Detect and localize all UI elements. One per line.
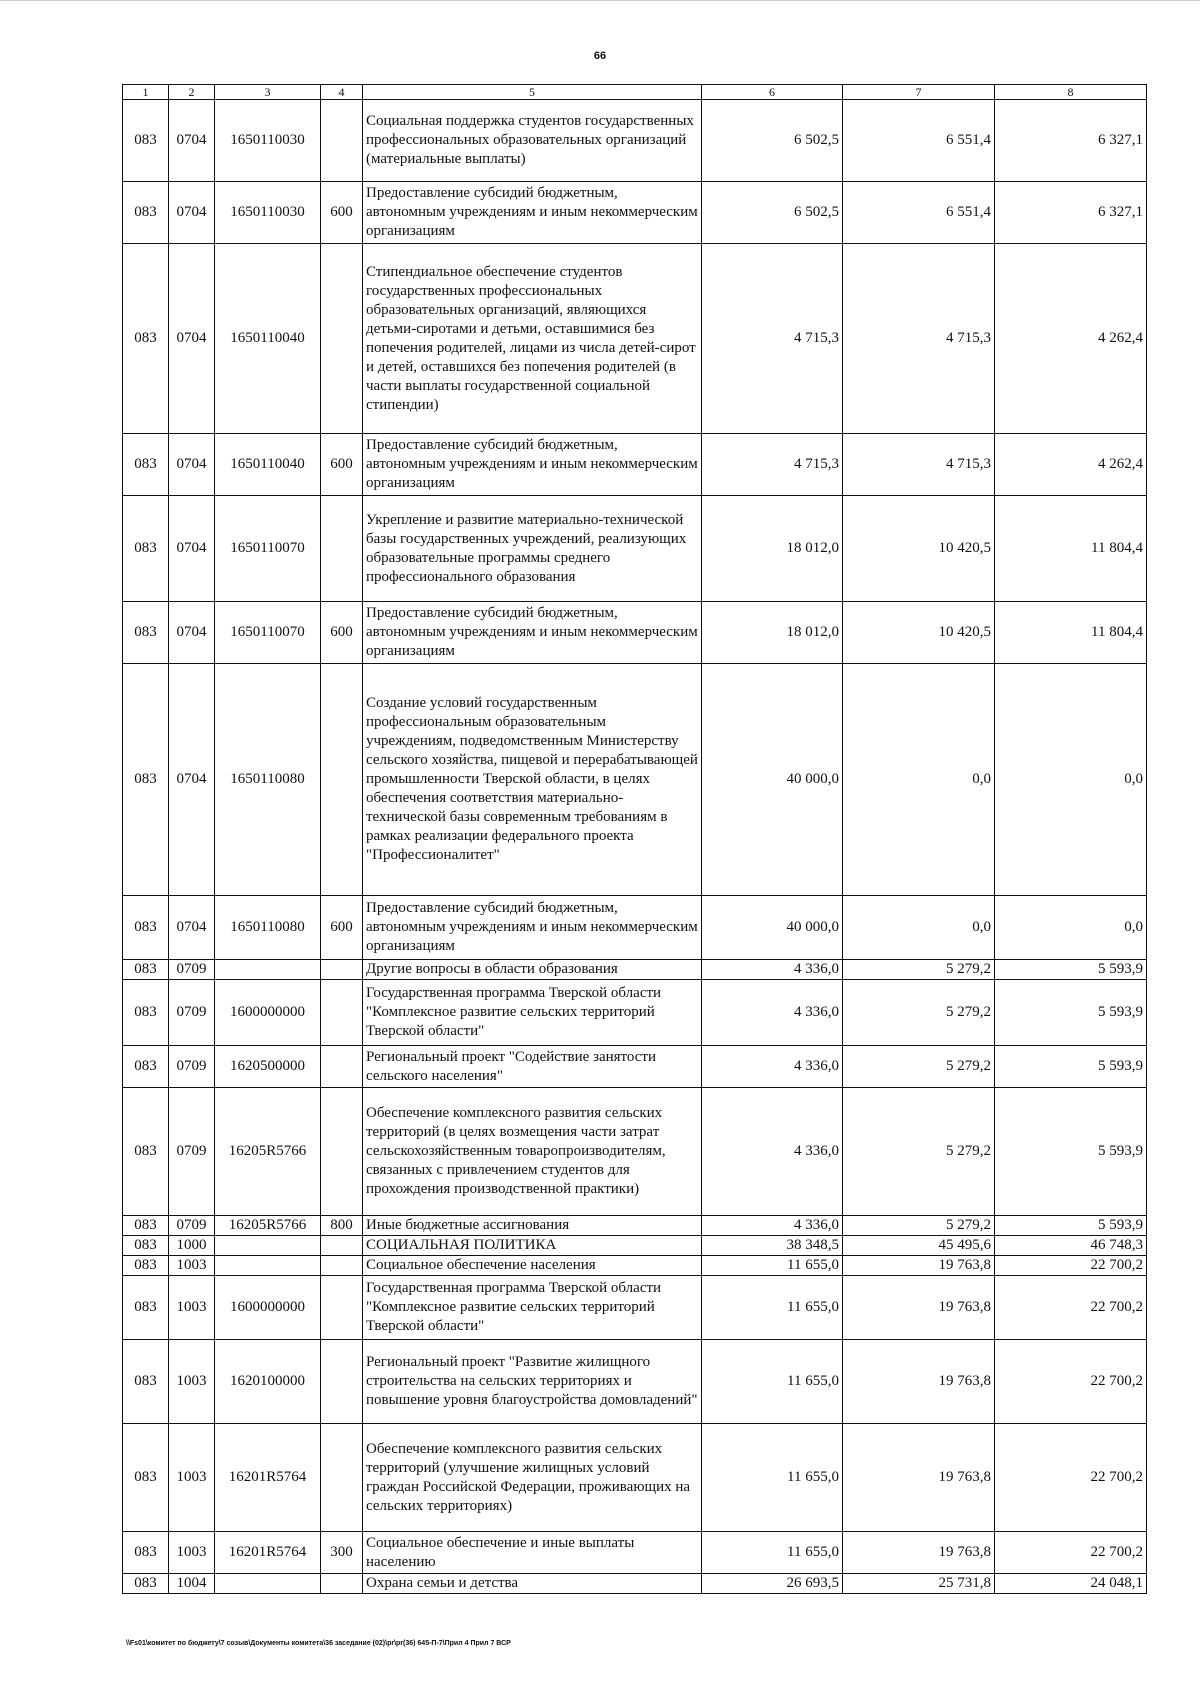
cell-amount-year2: 5 279,2: [843, 1046, 995, 1088]
table-row: [123, 1276, 1147, 1340]
table-row: [123, 1046, 1147, 1088]
column-header: 6: [702, 85, 843, 100]
table-row: [123, 1216, 1147, 1236]
cell-target-article: 1650110040: [215, 244, 321, 434]
cell-amount-year1: 26 693,5: [702, 1574, 843, 1594]
cell-section-code: 0704: [169, 100, 215, 182]
cell-amount-year2: 5 279,2: [843, 1088, 995, 1216]
budget-table-body: [123, 85, 1147, 1594]
cell-section-code: 0704: [169, 182, 215, 244]
cell-amount-year3: 5 593,9: [995, 980, 1147, 1046]
table-row: [123, 896, 1147, 960]
cell-amount-year2: 4 715,3: [843, 244, 995, 434]
column-header: 3: [215, 85, 321, 100]
cell-expense-type: [321, 1424, 363, 1532]
cell-target-article: 16201R5764: [215, 1424, 321, 1532]
table-row: [123, 1340, 1147, 1424]
cell-target-article: [215, 960, 321, 980]
table-row: [123, 182, 1147, 244]
cell-expense-type: [321, 496, 363, 602]
cell-amount-year3: 24 048,1: [995, 1574, 1147, 1594]
cell-ministry-code: 083: [123, 1216, 169, 1236]
table-row: [123, 664, 1147, 896]
cell-amount-year1: 6 502,5: [702, 182, 843, 244]
cell-ministry-code: 083: [123, 980, 169, 1046]
cell-description: Иные бюджетные ассигнования: [363, 1216, 702, 1236]
cell-expense-type: [321, 1340, 363, 1424]
table-row: [123, 1256, 1147, 1276]
cell-expense-type: [321, 1574, 363, 1594]
table-row: [123, 602, 1147, 664]
column-header: 8: [995, 85, 1147, 100]
cell-amount-year3: 22 700,2: [995, 1424, 1147, 1532]
cell-description: Укрепление и развитие материально-технической базы государственных учреждений, реализующих образовательные программы среднего профессионального образования: [363, 496, 702, 602]
cell-amount-year1: 4 336,0: [702, 960, 843, 980]
cell-ministry-code: 083: [123, 1574, 169, 1594]
column-header: 1: [123, 85, 169, 100]
cell-amount-year3: 4 262,4: [995, 434, 1147, 496]
table-row: [123, 960, 1147, 980]
cell-amount-year1: 4 336,0: [702, 1046, 843, 1088]
cell-amount-year1: 4 715,3: [702, 244, 843, 434]
cell-amount-year3: 5 593,9: [995, 1216, 1147, 1236]
cell-ministry-code: 083: [123, 1046, 169, 1088]
cell-description: Социальная поддержка студентов государственных профессиональных образовательных организаций (материальные выплаты): [363, 100, 702, 182]
cell-expense-type: 600: [321, 896, 363, 960]
column-number-row: [123, 85, 1147, 100]
cell-description: Социальное обеспечение и иные выплаты населению: [363, 1532, 702, 1574]
cell-ministry-code: 083: [123, 100, 169, 182]
cell-amount-year2: 0,0: [843, 896, 995, 960]
table-row: [123, 1236, 1147, 1256]
cell-amount-year1: 4 336,0: [702, 1088, 843, 1216]
cell-expense-type: [321, 980, 363, 1046]
cell-description: Предоставление субсидий бюджетным, автономным учреждениям и иным некоммерческим организациям: [363, 434, 702, 496]
cell-target-article: [215, 1574, 321, 1594]
cell-ministry-code: 083: [123, 664, 169, 896]
cell-target-article: 1620100000: [215, 1340, 321, 1424]
cell-section-code: 0709: [169, 960, 215, 980]
cell-amount-year3: 5 593,9: [995, 1088, 1147, 1216]
cell-section-code: 0704: [169, 602, 215, 664]
cell-target-article: 1650110070: [215, 602, 321, 664]
cell-amount-year3: 22 700,2: [995, 1532, 1147, 1574]
cell-target-article: 16205R5766: [215, 1088, 321, 1216]
cell-amount-year3: 4 262,4: [995, 244, 1147, 434]
cell-ministry-code: 083: [123, 244, 169, 434]
file-path-footer: \\Fs01\комитет по бюджету\7 созыв\Документы комитета\36 заседание (02)\pr\pr(36) 645-П-7\Прил 4 Прил 7 ВСР: [126, 1640, 511, 1647]
cell-description: СОЦИАЛЬНАЯ ПОЛИТИКА: [363, 1236, 702, 1256]
cell-ministry-code: 083: [123, 1256, 169, 1276]
cell-amount-year2: 4 715,3: [843, 434, 995, 496]
cell-amount-year1: 4 336,0: [702, 980, 843, 1046]
cell-ministry-code: 083: [123, 1088, 169, 1216]
table-row: [123, 434, 1147, 496]
cell-amount-year3: 0,0: [995, 896, 1147, 960]
cell-expense-type: 600: [321, 434, 363, 496]
cell-amount-year1: 40 000,0: [702, 896, 843, 960]
cell-section-code: 1003: [169, 1276, 215, 1340]
cell-amount-year2: 19 763,8: [843, 1424, 995, 1532]
cell-section-code: 1003: [169, 1340, 215, 1424]
cell-amount-year2: 25 731,8: [843, 1574, 995, 1594]
cell-amount-year1: 4 715,3: [702, 434, 843, 496]
cell-description: Социальное обеспечение населения: [363, 1256, 702, 1276]
cell-amount-year1: 11 655,0: [702, 1532, 843, 1574]
cell-amount-year1: 6 502,5: [702, 100, 843, 182]
cell-section-code: 0709: [169, 980, 215, 1046]
cell-description: Предоставление субсидий бюджетным, автономным учреждениям и иным некоммерческим организациям: [363, 602, 702, 664]
cell-amount-year3: 22 700,2: [995, 1340, 1147, 1424]
cell-section-code: 1003: [169, 1256, 215, 1276]
cell-description: Охрана семьи и детства: [363, 1574, 702, 1594]
table-row: [123, 1424, 1147, 1532]
cell-amount-year1: 4 336,0: [702, 1216, 843, 1236]
cell-amount-year1: 11 655,0: [702, 1256, 843, 1276]
cell-amount-year2: 5 279,2: [843, 980, 995, 1046]
cell-expense-type: [321, 1088, 363, 1216]
cell-target-article: 1650110030: [215, 182, 321, 244]
cell-expense-type: [321, 960, 363, 980]
cell-amount-year3: 6 327,1: [995, 182, 1147, 244]
table-row: [123, 100, 1147, 182]
cell-amount-year2: 10 420,5: [843, 602, 995, 664]
cell-description: Государственная программа Тверской области "Комплексное развитие сельских территорий Тверской области": [363, 1276, 702, 1340]
cell-amount-year3: 0,0: [995, 664, 1147, 896]
table-row: [123, 1088, 1147, 1216]
cell-amount-year1: 40 000,0: [702, 664, 843, 896]
column-header: 2: [169, 85, 215, 100]
table-row: [123, 244, 1147, 434]
cell-target-article: 1650110030: [215, 100, 321, 182]
scan-top-edge: [0, 0, 1200, 1]
cell-expense-type: [321, 1276, 363, 1340]
cell-ministry-code: 083: [123, 496, 169, 602]
cell-amount-year2: 10 420,5: [843, 496, 995, 602]
cell-target-article: 16201R5764: [215, 1532, 321, 1574]
cell-description: Предоставление субсидий бюджетным, автономным учреждениям и иным некоммерческим организациям: [363, 896, 702, 960]
cell-ministry-code: 083: [123, 1532, 169, 1574]
cell-section-code: 0709: [169, 1046, 215, 1088]
cell-expense-type: [321, 1236, 363, 1256]
cell-ministry-code: 083: [123, 602, 169, 664]
cell-ministry-code: 083: [123, 1236, 169, 1256]
cell-amount-year1: 38 348,5: [702, 1236, 843, 1256]
cell-section-code: 0704: [169, 896, 215, 960]
cell-expense-type: 800: [321, 1216, 363, 1236]
cell-target-article: 1650110080: [215, 896, 321, 960]
cell-description: Государственная программа Тверской области "Комплексное развитие сельских территорий Тверской области": [363, 980, 702, 1046]
cell-amount-year2: 45 495,6: [843, 1236, 995, 1256]
cell-expense-type: [321, 1256, 363, 1276]
cell-section-code: 0704: [169, 664, 215, 896]
cell-ministry-code: 083: [123, 434, 169, 496]
cell-ministry-code: 083: [123, 896, 169, 960]
cell-amount-year3: 46 748,3: [995, 1236, 1147, 1256]
cell-amount-year2: 19 763,8: [843, 1276, 995, 1340]
cell-section-code: 0709: [169, 1216, 215, 1236]
page-number: 66: [593, 50, 607, 62]
cell-amount-year2: 6 551,4: [843, 182, 995, 244]
cell-description: Региональный проект "Развитие жилищного строительства на сельских территориях и повышение уровня благоустройства домовладений": [363, 1340, 702, 1424]
cell-section-code: 1003: [169, 1532, 215, 1574]
cell-expense-type: [321, 1046, 363, 1088]
cell-expense-type: 300: [321, 1532, 363, 1574]
cell-description: Обеспечение комплексного развития сельских территорий (в целях возмещения части затрат сельскохозяйственным товаропроизводителям, связанных с привлечением студентов для прохождения производственной практики): [363, 1088, 702, 1216]
cell-target-article: [215, 1256, 321, 1276]
table-row: [123, 980, 1147, 1046]
table-row: [123, 1532, 1147, 1574]
cell-ministry-code: 083: [123, 1340, 169, 1424]
cell-description: Стипендиальное обеспечение студентов государственных профессиональных образовательных организаций, являющихся детьми-сиротами и детьми, оставшимися без попечения родителей, лицами из числа детей-сирот и детей, оставшихся без попечения родителей (в части выплаты государственной социальной стипендии): [363, 244, 702, 434]
cell-amount-year3: 11 804,4: [995, 496, 1147, 602]
cell-target-article: 1600000000: [215, 980, 321, 1046]
cell-target-article: [215, 1236, 321, 1256]
cell-expense-type: 600: [321, 602, 363, 664]
cell-section-code: 1003: [169, 1424, 215, 1532]
cell-target-article: 1650110080: [215, 664, 321, 896]
cell-amount-year1: 11 655,0: [702, 1340, 843, 1424]
cell-amount-year3: 11 804,4: [995, 602, 1147, 664]
cell-target-article: 16205R5766: [215, 1216, 321, 1236]
table-row: [123, 496, 1147, 602]
cell-amount-year2: 19 763,8: [843, 1340, 995, 1424]
cell-amount-year2: 19 763,8: [843, 1532, 995, 1574]
cell-amount-year3: 6 327,1: [995, 100, 1147, 182]
cell-ministry-code: 083: [123, 182, 169, 244]
cell-amount-year1: 11 655,0: [702, 1424, 843, 1532]
cell-section-code: 0709: [169, 1088, 215, 1216]
cell-amount-year1: 18 012,0: [702, 602, 843, 664]
budget-table: [122, 84, 1147, 1594]
cell-target-article: 1620500000: [215, 1046, 321, 1088]
cell-amount-year3: 5 593,9: [995, 960, 1147, 980]
cell-amount-year3: 22 700,2: [995, 1256, 1147, 1276]
cell-amount-year1: 18 012,0: [702, 496, 843, 602]
cell-target-article: 1600000000: [215, 1276, 321, 1340]
cell-description: Создание условий государственным профессиональным образовательным учреждениям, подведомственным Министерству сельского хозяйства, пищевой и перерабатывающей промышленности Тверской области, в целях обеспечения соответствия материально-технической базы современным требованиям в рамках реализации федерального проекта "Профессионалитет": [363, 664, 702, 896]
cell-expense-type: 600: [321, 182, 363, 244]
cell-description: Предоставление субсидий бюджетным, автономным учреждениям и иным некоммерческим организациям: [363, 182, 702, 244]
cell-amount-year3: 5 593,9: [995, 1046, 1147, 1088]
cell-description: Другие вопросы в области образования: [363, 960, 702, 980]
cell-amount-year3: 22 700,2: [995, 1276, 1147, 1340]
cell-description: Обеспечение комплексного развития сельских территорий (улучшение жилищных условий граждан Российской Федерации, проживающих на сельских территориях): [363, 1424, 702, 1532]
cell-amount-year2: 5 279,2: [843, 1216, 995, 1236]
table-row: [123, 1574, 1147, 1594]
cell-section-code: 1004: [169, 1574, 215, 1594]
cell-description: Региональный проект "Содействие занятости сельского населения": [363, 1046, 702, 1088]
cell-amount-year2: 19 763,8: [843, 1256, 995, 1276]
cell-ministry-code: 083: [123, 1276, 169, 1340]
cell-expense-type: [321, 664, 363, 896]
cell-ministry-code: 083: [123, 960, 169, 980]
cell-amount-year1: 11 655,0: [702, 1276, 843, 1340]
cell-target-article: 1650110070: [215, 496, 321, 602]
cell-section-code: 0704: [169, 244, 215, 434]
cell-target-article: 1650110040: [215, 434, 321, 496]
cell-expense-type: [321, 244, 363, 434]
cell-amount-year2: 6 551,4: [843, 100, 995, 182]
cell-expense-type: [321, 100, 363, 182]
column-header: 4: [321, 85, 363, 100]
cell-section-code: 1000: [169, 1236, 215, 1256]
cell-section-code: 0704: [169, 496, 215, 602]
cell-amount-year2: 5 279,2: [843, 960, 995, 980]
cell-amount-year2: 0,0: [843, 664, 995, 896]
cell-section-code: 0704: [169, 434, 215, 496]
column-header: 5: [363, 85, 702, 100]
cell-ministry-code: 083: [123, 1424, 169, 1532]
column-header: 7: [843, 85, 995, 100]
